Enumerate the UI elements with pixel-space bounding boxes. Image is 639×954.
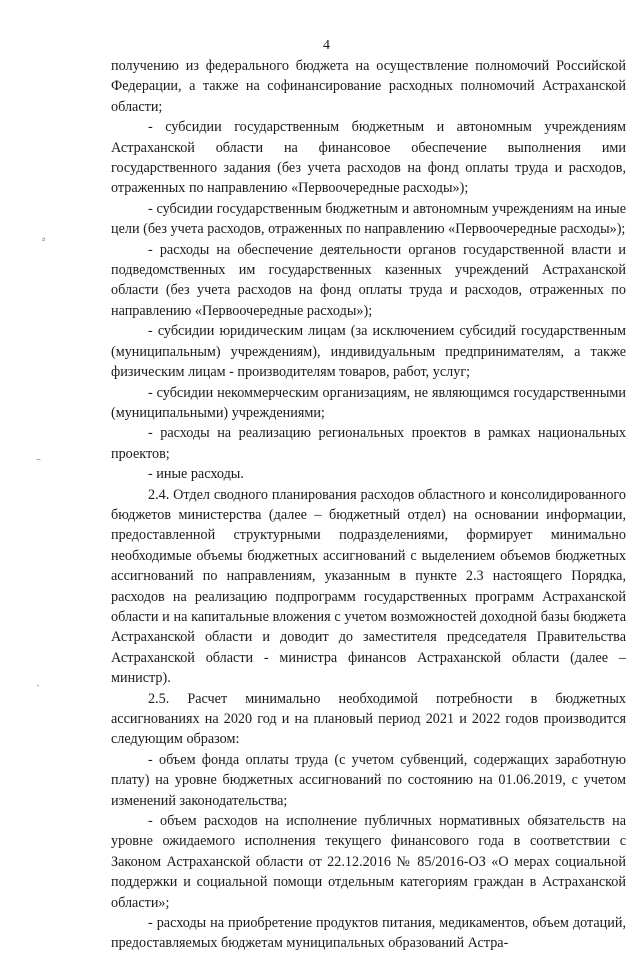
list-item-subsidies-nonprofits: - субсидии некоммерческим организациям, не являющимся государственными (муниципальными) учреждениями; — [111, 384, 626, 421]
list-item-public-obligations: - объем расходов на исполнение публичных нормативных обязательств на уровне ожидаемого исполнения текущего финансового года в соответствии с Законом Астраханской области от 22.12.2016 № 85/2016-ОЗ «О мерах социальной поддержки и социальной помощи отдельным категориям граждан в Астраханской области»; — [111, 813, 626, 911]
list-item-payroll-fund: - объем фонда оплаты труда (с учетом субвенций, содержащих заработную плату) на уровне бюджетных ассигнований по состоянию на 01.06.2019, с учетом изменений законодательства; — [111, 751, 626, 809]
list-item-subsidies-other-purposes: - субсидии государственным бюджетным и автономным учреждениям на иные цели (без учета расходов, отраженных по направлению «Первоочередные расходы»); — [111, 200, 626, 238]
list-item-subsidies-state-assignment: - субсидии государственным бюджетным и автономным учреждениям Астраханской области на финансовое обеспечение выполнения ими государственного задания (без учета расходов на фонд оплаты труда и расходов, отраженных по направлению «Первоочередные расходы»); — [111, 119, 626, 197]
scan-speck-mark: – — [36, 454, 41, 465]
scan-speck-mark: ˎ — [36, 676, 41, 687]
list-item-subsidies-legal-entities: - субсидии юридическим лицам (за исключением субсидий государственным (муниципальным) учреждениям), индивидуальным предпринимателям, а также физическим лицам - производителям товаров, работ, услуг; — [111, 323, 626, 381]
list-item-regional-projects: - расходы на реализацию региональных проектов в рамках национальных проектов; — [111, 425, 626, 462]
document-body — [111, 56, 626, 954]
list-item-government-bodies-expenses: - расходы на обеспечение деятельности органов государственной власти и подведомственных им государственных казенных учреждений Астраханской области (без учета расходов на фонд оплаты труда и расходов, отраженных по направлению «Первоочередные расходы»); — [111, 241, 626, 319]
paragraph-continuation: получению из федерального бюджета на осуществление полномочий Российской Федерации, а также на софинансирование расходных полномочий Астраханской области; — [111, 58, 626, 115]
list-item-food-medicine-expenses: - расходы на приобретение продуктов питания, медикаментов, объем дотаций, предоставляемых бюджетам муниципальных образований Астра- — [111, 915, 626, 952]
list-item-other-expenses: - иные расходы. — [148, 466, 244, 483]
section-2-4-paragraph: 2.4. Отдел сводного планирования расходов областного и консолидированного бюджетов министерства (далее – бюджетный отдел) на основании информации, предоставленной структурными подразделениями, формирует минимально необходимые объемы бюджетных ассигнований с выделением объемов бюджетных ассигнований по направлениям, указанным в пункте 2.3 настоящего Порядка, расходов на реализацию подпрограмм государственных программ Астраханской области и на капитальные вложения с учетом возможностей доходной базы бюджета Астраханской области и доводит до заместителя председателя Правительства Астраханской области - министра финансов Астраханской области (далее – министр). — [111, 486, 626, 687]
scan-speck-mark: ⸗ — [42, 234, 46, 245]
section-2-5-paragraph: 2.5. Расчет минимально необходимой потребности в бюджетных ассигнованиях на 2020 год и на плановый период 2021 и 2022 годов производится следующим образом: — [111, 690, 626, 748]
page-number: 4 — [323, 38, 330, 53]
